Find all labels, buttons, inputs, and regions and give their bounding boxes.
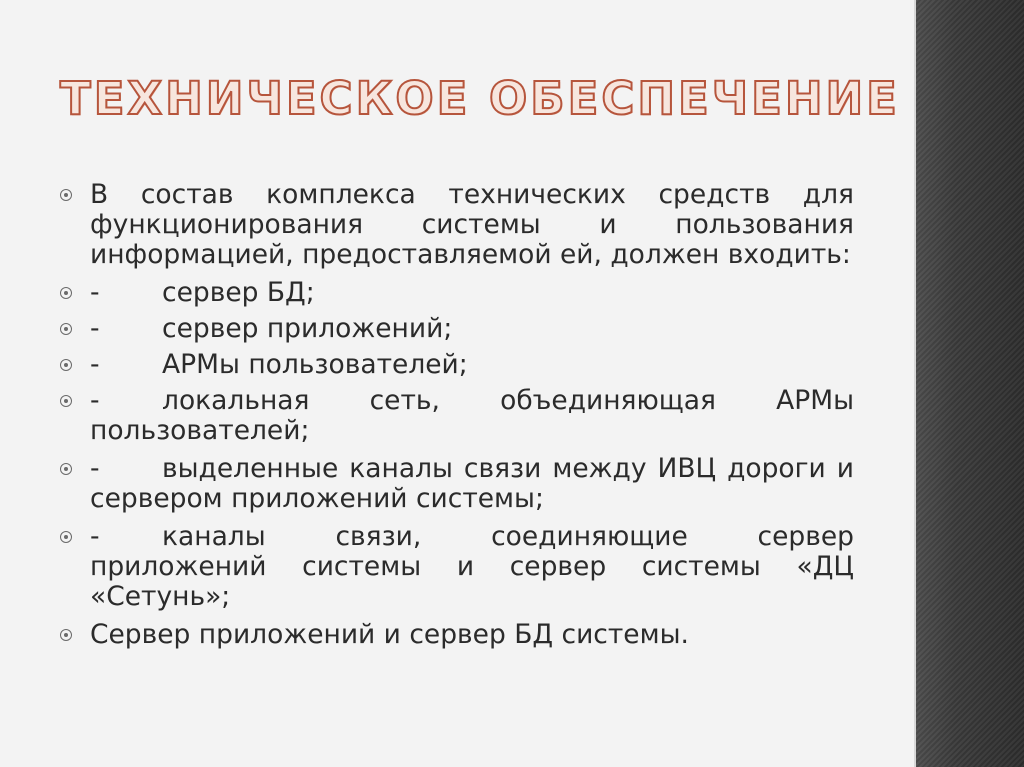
list-item [58,620,854,650]
list-item-dash: - [90,453,100,484]
list-item-text: каналы связи, соединяющие сервер приложений системы и сервер системы «ДЦ «Сетунь»; [90,521,854,612]
list-item-dash: - [90,385,100,416]
list-item-text: Сервер приложений и сервер БД системы. [90,619,689,650]
list-item-text: выделенные каналы связи между ИВЦ дороги и сервером приложений системы; [90,453,854,514]
target-bullet-icon [60,395,72,407]
list-item [58,180,854,270]
list-item-text: АРМы пользователей; [162,349,468,380]
target-bullet-icon [60,463,72,475]
target-bullet-icon [60,629,72,641]
list-item-dash: - [90,349,100,380]
list-item-text: сервер приложений; [162,313,453,344]
list-item [58,386,854,446]
list-item-text: В состав комплекса технических средств для функционирования системы и пользования информацией, предоставляемой ей, должен входить: [90,179,854,270]
list-item [58,278,854,308]
list-item-dash: - [90,313,100,344]
target-bullet-icon [60,323,72,335]
target-bullet-icon [60,531,72,543]
decorative-side-band [914,0,1024,767]
list-item-text: сервер БД; [162,277,315,308]
list-item [58,350,854,380]
slide-title: ТЕХНИЧЕСКОЕ ОБЕСПЕЧЕНИЕ [60,72,900,125]
list-item-dash: - [90,521,100,552]
list-item-text: локальная сеть, объединяющая АРМы пользователей; [90,385,854,446]
target-bullet-icon [60,189,72,201]
list-item [58,454,854,514]
side-band-texture [916,0,1024,767]
list-item-dash: - [90,277,100,308]
target-bullet-icon [60,287,72,299]
bullet-list [58,180,854,658]
list-item [58,314,854,344]
target-bullet-icon [60,359,72,371]
list-item [58,522,854,612]
